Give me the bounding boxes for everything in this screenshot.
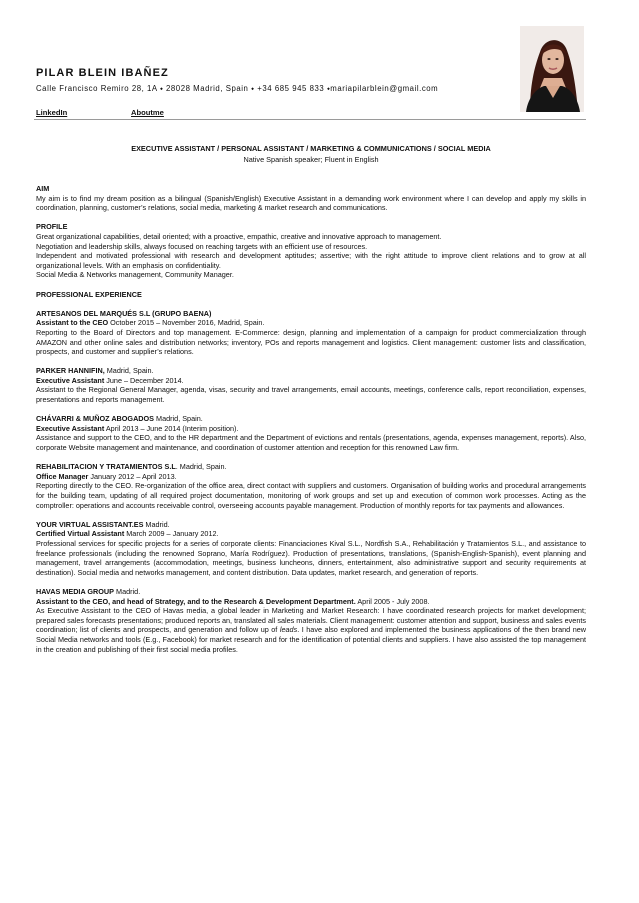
job-company: ARTESANOS DEL MARQUÉS S.L (GRUPO BAENA) (36, 308, 212, 318)
headline-title: EXECUTIVE ASSISTANT / PERSONAL ASSISTANT / MARKETING & COMMUNICATIONS / SOCIAL MEDIA (131, 144, 491, 153)
job-role: Assistant to the CEO, and head of Strategy, and to the Research & Development Department. (36, 596, 356, 606)
candidate-name: PILAR BLEIN IBAÑEZ (36, 67, 169, 79)
job-description: Professional services for specific projects for a series of corporate clients: Financiaciones Kival S.L., Nordfish S.A., Rehabilitación y Tratamientos S.L., and assistance to freelance professionals (including the renowned Soprano, María Rodríguez). Production of presentations, translations, (Spanish-English-Spanish), event planning and management, travel arrangements (accommodation, meetings, business luncheons, dinners, entertainment, also administrative support and security requirements at destination). Social media and networks management, and content distribution. Data updates, market research, and generation of reports. (36, 538, 586, 577)
job-location: Madrid, Spain. (104, 366, 154, 376)
aim-text: My aim is to find my dream position as a bilingual (Spanish/English) Executive Assistant in a demanding work environment where I can develop and apply my skills in coordination, planning, customer’s relations, social media, marketing & market research and communications. (36, 193, 586, 213)
profile-links (36, 108, 164, 117)
job-description: Reporting to the Board of Directors and top management. E-Commerce: design, planning and implementation of a campaign for product commercialization through AMAZON and other online sales and distribution networks; inventory, POs and reports management and logistics. Client management: customer lists and classification, prospects, and customer and supplier’s relations. (36, 327, 586, 357)
job-dates: January 2012 – April 2013. (88, 471, 177, 481)
job-entry (36, 309, 586, 357)
profile-line: Social Media & Networks management, Community Manager. (36, 270, 234, 280)
job-description (36, 606, 586, 654)
profile-line: Negotiation and leadership skills, always focused on reaching targets with an efficient use of resources. (36, 241, 368, 251)
job-location: . Madrid, Spain. (175, 462, 227, 472)
linkedin-link[interactable]: LinkedIn (36, 108, 68, 117)
job-company: YOUR VIRTUAL ASSISTANT.ES (36, 519, 144, 529)
job-role: Executive Assistant (36, 375, 105, 385)
header-divider (34, 119, 586, 120)
job-entry (36, 414, 586, 452)
job-location: Madrid. (143, 519, 170, 529)
resume-body (36, 184, 586, 654)
contact-address: Calle Francisco Remiro 28, 1A ⬩ 28028 Madrid, Spain ⬩ +34 685 945 833 ⬩mariapilarblein@gmail.com (36, 84, 439, 93)
job-dates: March 2009 – January 2012. (124, 529, 219, 539)
job-dates: June – December 2014. (104, 375, 184, 385)
job-company: CHÁVARRI & MUÑOZ ABOGADOS (36, 414, 155, 424)
job-description-part: As Executive Assistant to the CEO of Havas media, a global leader in Marketing and Market Research: I have coordinated research projects for market development; prepared sales forecasts presentations; produced reports an, translated all sales materials. Client management: customer attention and support, business and sales events coordination; list of clients and prospects, and generation and follow up of (36, 606, 586, 635)
job-description: Assistant to the Regional General Manager, agenda, visas, security and travel arrangements, email accounts, meetings, conference calls, report reconciliation, expenses, presentations and reports management. (36, 385, 586, 405)
job-entry (36, 366, 586, 404)
job-company: REHABILITACION Y TRATAMIENTOS S.L (36, 462, 176, 472)
experience-heading: PROFESSIONAL EXPERIENCE (36, 289, 142, 299)
job-dates: April 2005 - July 2008. (355, 596, 430, 606)
headline-subtitle: Native Spanish speaker; Fluent in English (243, 155, 379, 164)
job-description-part: . I have also explored and implemented the business applications of the then brand new Social Media networks and tools (E.g., Facebook) for market research and for the identification of potential clients and suppliers. I have also assisted the top management in the creation and publishing of their first social media profiles. (36, 625, 586, 654)
profile-line: Independent and motivated professional with research and development aptitudes; assertive; with the right attitude to improve client relations and to grow at all organizational levels. With an emphasis on confidentiality. (36, 251, 586, 270)
job-entry (36, 587, 586, 654)
job-description: Reporting directly to the CEO. Re-organization of the office area, direct contact with suppliers and customers. Organisation of building works and procedural arrangements for the building team, updating of all required project documentation, monitoring of work groups and set up and execution of common work processes. Acting as the comptroller: operations and accounts receivable control, overseeing accounts payable management. Production of monthly reports for tax payments and allowances. (36, 481, 586, 510)
aboutme-link[interactable]: Aboutme (131, 108, 164, 117)
job-dates: October 2015 – November 2016, Madrid, Spain. (108, 318, 265, 328)
profile-line: Great organizational capabilities, detail oriented; with a proactive, empathic, creative and innovative approach to management. (36, 231, 442, 241)
job-company: PARKER HANNIFIN, (36, 366, 105, 376)
job-location: Madrid, Spain. (154, 414, 203, 424)
profile-heading: PROFILE (36, 222, 68, 232)
profile-photo (520, 26, 584, 112)
job-entry (36, 520, 586, 578)
aim-heading: AIM (36, 184, 50, 193)
job-dates: April 2013 – June 2014 (Interim position). (104, 423, 239, 433)
job-location: Madrid. (114, 586, 141, 596)
job-description-italic: leads (279, 625, 298, 635)
job-description: Assistance and support to the CEO, and to the HR department and the Department of evictions and rentals (presentations, agenda, expenses management, reports). Also, corporate Website management and maintenance, and coordination of customer attention and reception for this renowned Law firm. (36, 433, 586, 453)
job-company: HAVAS MEDIA GROUP (36, 586, 115, 596)
job-entry (36, 462, 586, 510)
job-role: Certified Virtual Assistant (36, 529, 125, 539)
job-role: Assistant to the CEO (36, 318, 109, 328)
portrait-image-icon (520, 26, 584, 112)
job-role: Executive Assistant (36, 423, 105, 433)
job-role: Office Manager (36, 471, 89, 481)
